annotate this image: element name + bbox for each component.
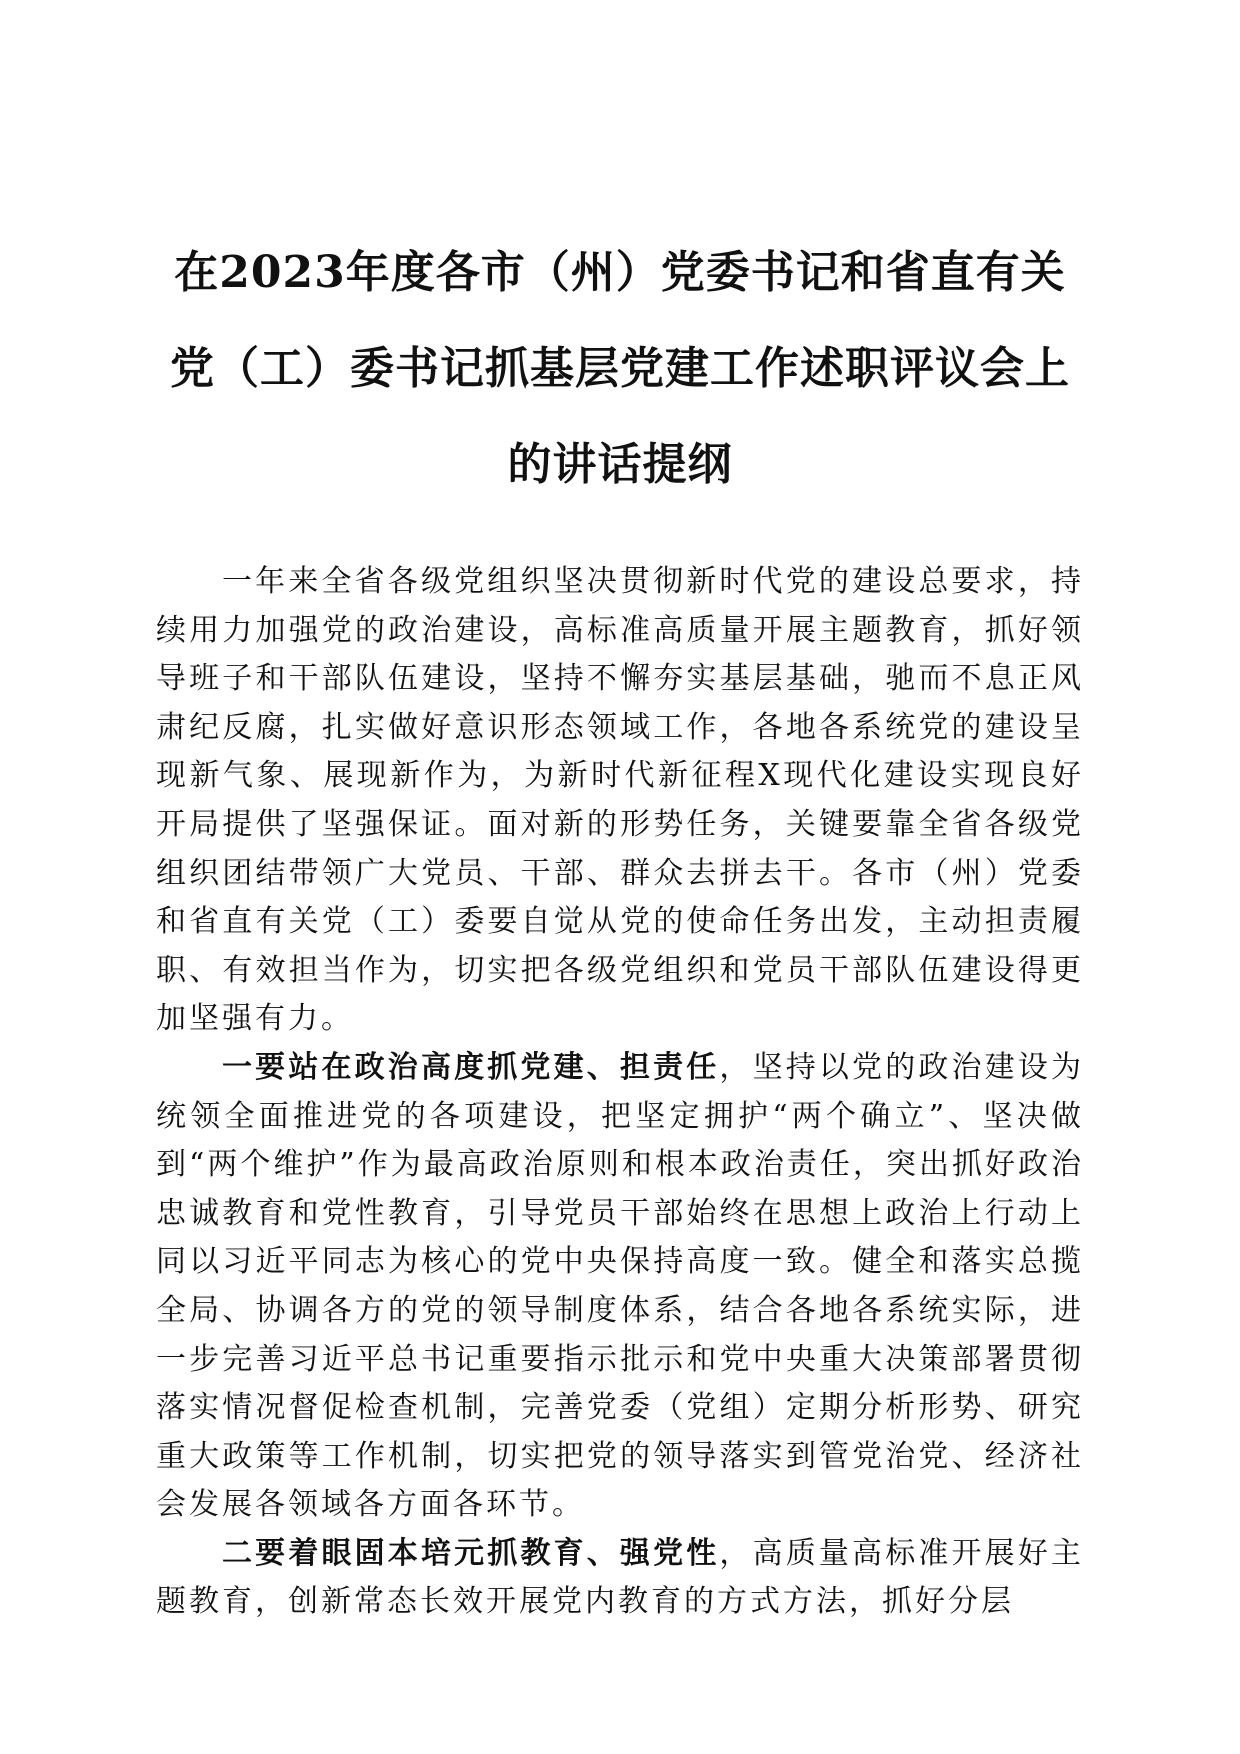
document-title [150,225,1090,513]
paragraph-intro [156,558,1084,1044]
title-line-2: 党（工）委书记抓基层党建工作述职评议会上 [170,343,1070,394]
paragraph-point-2-text: ，高质量高标准开展好主题教育，创新常态长效开展党内教育的方式方法，抓好分层 [156,1535,1085,1620]
paragraph-point-1-text: ，坚持以党的政治建设为统领全面推进党的各项建设，把坚定拥护“两个确立”、坚决做到“两个维护”作为最高政治原则和根本政治责任，突出抓好政治忠诚教育和党性教育，引导党员干部始终在思想上政治上行动上同以习近平同志为核心的党中央保持高度一致。健全和落实总揽全局、协调各方的党的领导制度体系，结合各地各系统实际，进一步完善习近平总书记重要指示批示和党中央重大决策部署贯彻落实情况督促检查机制，完善党委（党组）定期分析形势、研究重大政策等工作机制，切实把党的领导落实到管党治党、经济社会发展各领域各方面各环节。 [156,1049,1085,1523]
paragraph-intro-text: 一年来全省各级党组织坚决贯彻新时代党的建设总要求，持续用力加强党的政治建设，高标准高质量开展主题教育，抓好领导班子和干部队伍建设，坚持不懈夯实基层基础，驰而不息正风肃纪反腐，扎实做好意识形态领域工作，各地各系统党的建设呈现新气象、展现新作为，为新时代新征程X现代化建设实现良好开局提供了坚强保证。面对新的形势任务，关键要靠全省各级党组织团结带领广大党员、干部、群众去拼去干。各市（州）党委和省直有关党（工）委要自觉从党的使命任务出发，主动担责履职、有效担当作为，切实把各级党组织和党员干部队伍建设得更加坚强有力。 [156,564,1084,1037]
paragraph-point-1 [156,1044,1084,1530]
paragraph-point-2-lead: 二要着眼固本培元抓教育、强党性 [222,1535,720,1571]
paragraph-point-1-lead: 一要站在政治高度抓党建、担责任 [222,1049,720,1085]
document-body [156,558,1084,1627]
title-line-3: 的讲话提纲 [507,439,733,490]
paragraph-point-2 [156,1530,1084,1627]
title-line-1: 在2023年度各市（州）党委书记和省直有关 [174,247,1066,298]
